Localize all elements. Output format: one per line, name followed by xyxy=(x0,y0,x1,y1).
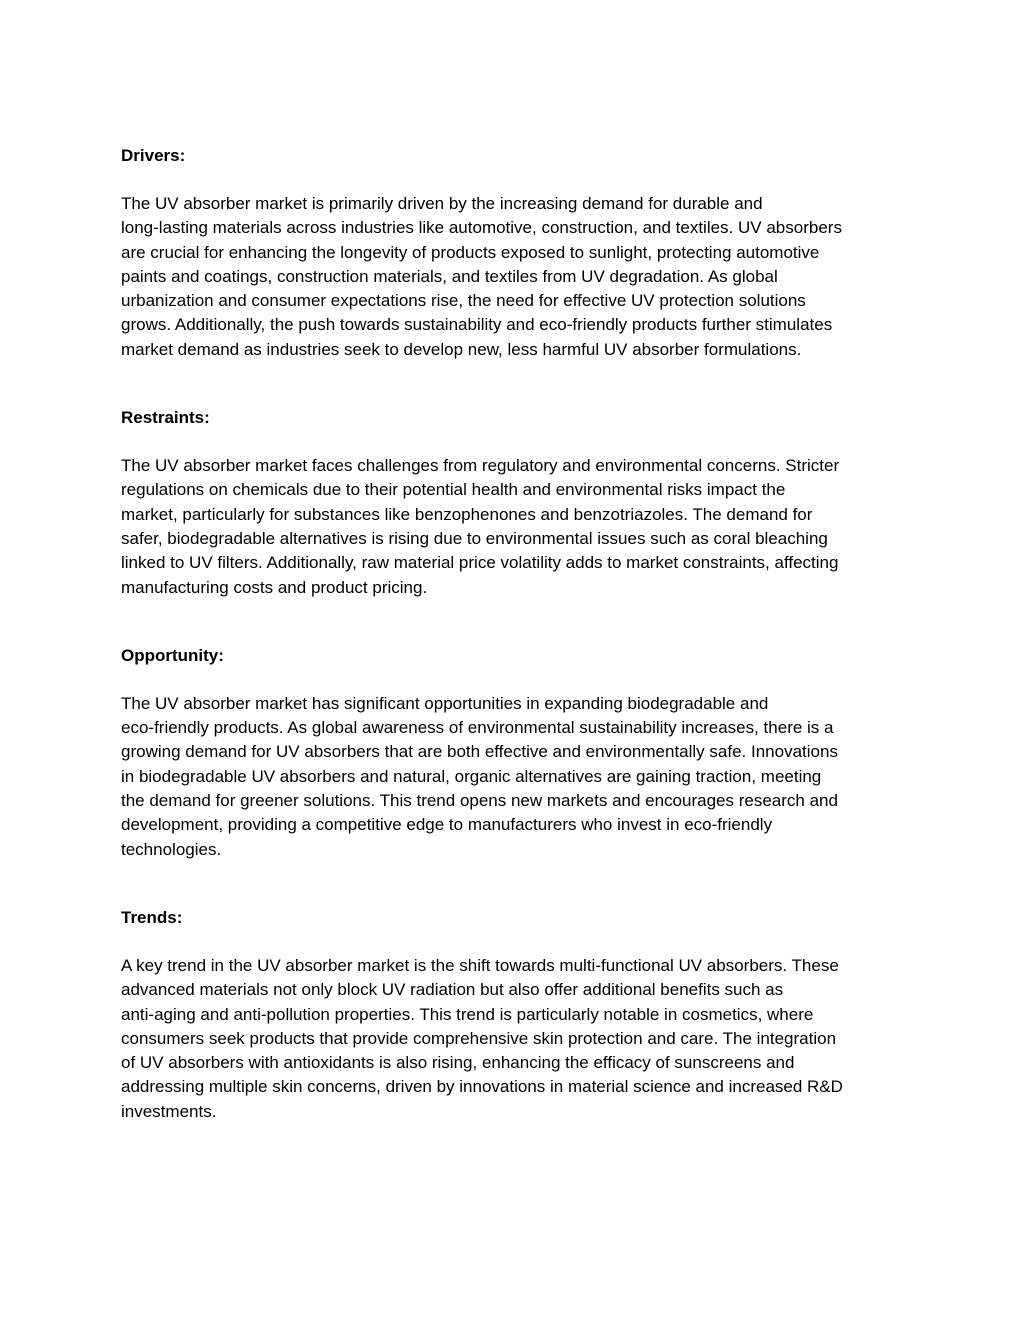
section-paragraph-opportunity: The UV absorber market has significant opportunities in expanding biodegradable and eco-friendly products. As global awareness of environmental sustainability increases, there is a growing demand for UV absorbers that are both effective and environmentally safe. Innovations in biodegradable UV absorbers and natural, organic alternatives are gaining traction, meeting the demand for greener solutions. This trend opens new markets and encourages research and development, providing a competitive edge to manufacturers who invest in eco-friendly technologies. xyxy=(121,693,838,859)
section-heading-opportunity: Opportunity: xyxy=(121,645,224,665)
section-opportunity xyxy=(121,644,905,862)
document-page xyxy=(121,144,905,1168)
section-heading-trends: Trends: xyxy=(121,907,183,927)
section-heading-restraints: Restraints: xyxy=(121,408,210,428)
section-paragraph-drivers: The UV absorber market is primarily driven by the increasing demand for durable and long-lasting materials across industries like automotive, construction, and textiles. UV absorbers are crucial for enhancing the longevity of products exposed to sunlight, protecting automotive paints and coatings, construction materials, and textiles from UV degradation. As global urbanization and consumer expectations rise, the need for effective UV protection solutions grows. Additionally, the push towards sustainability and eco-friendly products further stimulates market demand as industries seek to develop new, less harmful UV absorber formulations. xyxy=(121,194,842,359)
section-heading-drivers: Drivers: xyxy=(121,146,186,165)
section-trends xyxy=(121,906,905,1124)
section-paragraph-restraints: The UV absorber market faces challenges from regulatory and environmental concerns. Stricter regulations on chemicals due to their potential health and environmental risks impact the market, particularly for substances like benzophenones and benzotriazoles. The demand for safer, biodegradable alternatives is rising due to environmental issues such as coral bleaching linked to UV filters. Additionally, raw material price volatility adds to market constraints, affecting manufacturing costs and product pricing. xyxy=(121,456,840,597)
section-drivers xyxy=(121,144,905,362)
section-paragraph-trends: A key trend in the UV absorber market is the shift towards multi-functional UV absorbers. These advanced materials not only block UV radiation but also offer additional benefits such as anti-aging and anti-pollution properties. This trend is particularly notable in cosmetics, where consumers seek products that provide comprehensive skin protection and care. The integration of UV absorbers with antioxidants is also rising, enhancing the efficacy of sunscreens and addressing multiple skin concerns, driven by innovations in material science and increased R&D investments. xyxy=(121,955,843,1121)
section-restraints xyxy=(121,406,905,600)
